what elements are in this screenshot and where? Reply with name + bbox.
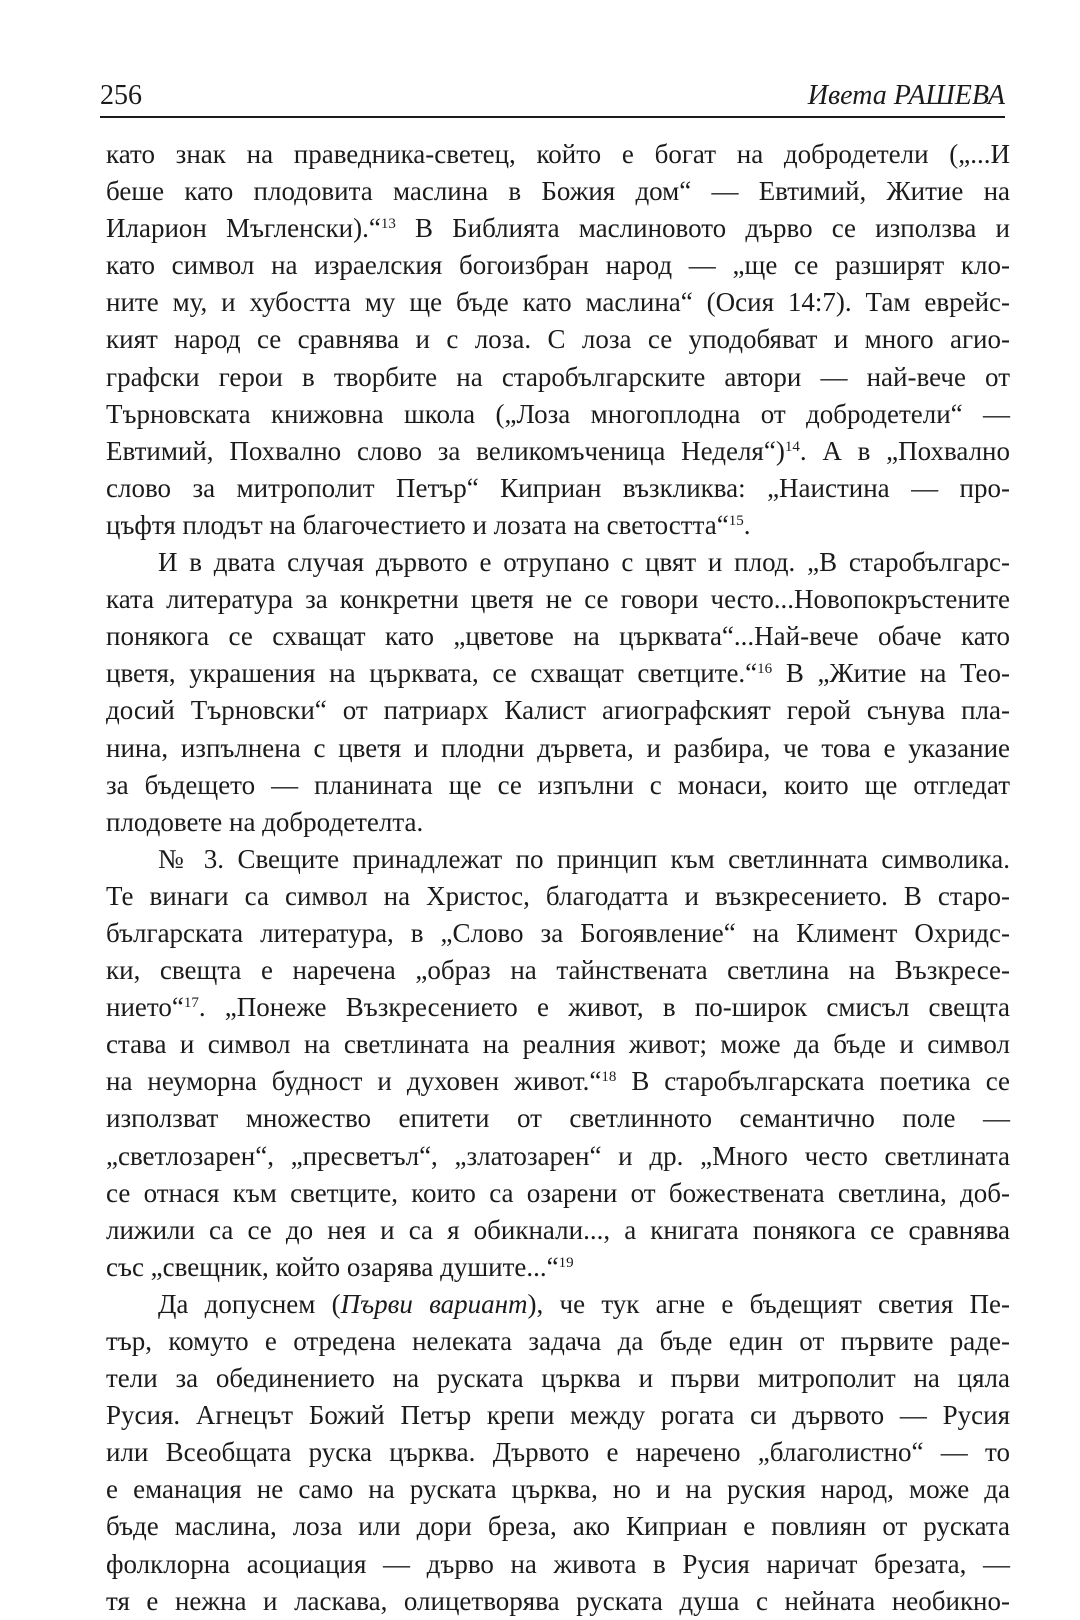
- text-line: „светлозарен“, „пресветъл“, „златозарен“ и др. „Много често светлината: [106, 1140, 1010, 1171]
- text-line: е еманация не само на руската църква, но и на руския народ, може да: [106, 1474, 1010, 1505]
- footnote-ref-16: 16: [757, 661, 773, 678]
- text-line: Русия. Агнецът Божий Петър крепи между рогата си дървото — Русия: [106, 1400, 1010, 1431]
- text-line: тя е нежна и ласкава, олицетворява руската душа с нейната необикно-: [106, 1585, 1010, 1616]
- text-line: плодовете на добродетелта.: [106, 806, 424, 837]
- footnote-ref-18: 18: [601, 1069, 617, 1086]
- text-line: Иларион Мъгленски).“$^{13}$ В Библията маслиновото дърво се използва и: [106, 213, 1010, 244]
- text-line: ки, свещта е наречена „образ на тайнствената светлина на Възкресе-: [106, 955, 1010, 986]
- text-line: понякога се схващат като „цветове на църквата“...Най-вече обаче като: [106, 621, 1010, 652]
- footnote-ref-19: 19: [558, 1254, 574, 1271]
- text-line: Търновската книжовна школа („Лоза многоплодна от добродетели“ —: [106, 398, 1010, 429]
- paragraph-4: [106, 1286, 1010, 1620]
- running-head-author: Ивета РАШЕВА: [807, 80, 1005, 111]
- text-line: ката литература за конкретни цветя не се говори често...Новопокръстените: [106, 584, 1010, 615]
- text-line: използват множество епитети от светлинното семантично поле —: [106, 1103, 1010, 1134]
- text-line: със „свещник, който озарява душите...“$^{19}$: [106, 1251, 574, 1282]
- text-line: на неуморна будност и духовен живот.“$^{18}$ В старобългарската поетика се: [106, 1066, 1010, 1097]
- text-line: тели за обединението на руската църква и първи митрополит на цяла: [106, 1363, 1010, 1394]
- text-line: като символ на израелския богоизбран народ — „ще се разширят кло-: [106, 250, 1010, 281]
- text-line: беше като плодовита маслина в Божия дом“ — Евтимий, Житие на: [106, 176, 1010, 207]
- text-line: цветя, украшения на църквата, се схващат светците.“$^{16}$ В „Житие на Тео-: [106, 658, 1010, 689]
- footnote-ref-14: 14: [784, 438, 800, 455]
- text-line: за бъдещето — планината ще се изпълни с монаси, които ще отгледат: [106, 769, 1010, 800]
- text-line: слово за митрополит Петър“ Киприан възкликва: „Наистина — про-: [106, 472, 1010, 503]
- footnote-ref-17: 17: [183, 995, 199, 1012]
- text-line: тър, комуто е отредена нелеката задача да бъде един от първите раде-: [106, 1326, 1010, 1356]
- paragraph-1: [106, 136, 1010, 544]
- text-line: лижили са се до нея и са я обикнали..., а книгата понякога се сравнява: [106, 1214, 1010, 1245]
- text-line: цъфтя плодът на благочестието и лозата на светостта“$^{15}$.: [106, 509, 751, 540]
- text-line: нина, изпълнена с цветя и плодни дървета, и разбира, че това е указание: [106, 732, 1010, 763]
- text-line: Те винаги са символ на Христос, благодатта и възкресението. В старо-: [106, 880, 1010, 911]
- text-line: графски герои в творбите на старобългарските автори — най-вече от: [106, 361, 1010, 392]
- text-line: № 3. Свещите принадлежат по принцип към светлинната символика.: [158, 843, 1010, 874]
- body-text: [106, 136, 1010, 1620]
- text-line: българската литература, в „Слово за Богоявление“ на Климент Охридс-: [106, 917, 1010, 948]
- paragraph-2: [106, 544, 1010, 841]
- text-line: или Всеобщата руска църква. Дървото е наречено „благолистно“ — то: [106, 1437, 1010, 1468]
- footnote-ref-13: 13: [380, 216, 396, 233]
- text-line: кият народ се сравнява и с лоза. С лоза се уподобяват и много агио-: [106, 324, 1010, 355]
- text-line: се отнася към светците, които са озарени от божествената светлина, доб-: [106, 1177, 1010, 1208]
- text-line: Да допуснем (Първи вариант), че тук агне е бъдещият светия Пе-: [158, 1288, 1010, 1319]
- text-line: като знак на праведника-светец, който е богат на добродетели („...И: [106, 139, 1010, 169]
- text-line: нието“$^{17}$. „Понеже Възкресението е живот, в по-широк смисъл свещта: [106, 992, 1010, 1023]
- text-line: Евтимий, Похвално слово за великомъченица Неделя“)$^{14}$. А в „Похвално: [106, 435, 1011, 466]
- footnote-ref-15: 15: [728, 512, 744, 529]
- header-rule: [100, 116, 1005, 118]
- text-line: ните му, и хубостта му ще бъде като маслина“ (Осия 14:7). Там еврейс-: [106, 287, 1010, 318]
- text-line: досий Търновски“ от патриарх Калист агиографският герой сънува пла-: [106, 695, 1010, 726]
- text-line: бъде маслина, лоза или дори бреза, ако Киприан е повлиян от руската: [106, 1511, 1010, 1542]
- text-line: става и символ на светлината на реалния живот; може да бъде и символ: [106, 1029, 1010, 1060]
- text-line: И в двата случая дървото е отрупано с цвят и плод. „В старобългарс-: [158, 547, 1010, 578]
- italic-term: Първи вариант: [340, 1288, 528, 1319]
- page-header: [100, 78, 1005, 118]
- page-number: 256: [100, 80, 142, 111]
- paragraph-3: [106, 841, 1010, 1286]
- text-line: фолклорна асоциация — дърво на живота в Русия наричат брезата, —: [106, 1548, 1010, 1579]
